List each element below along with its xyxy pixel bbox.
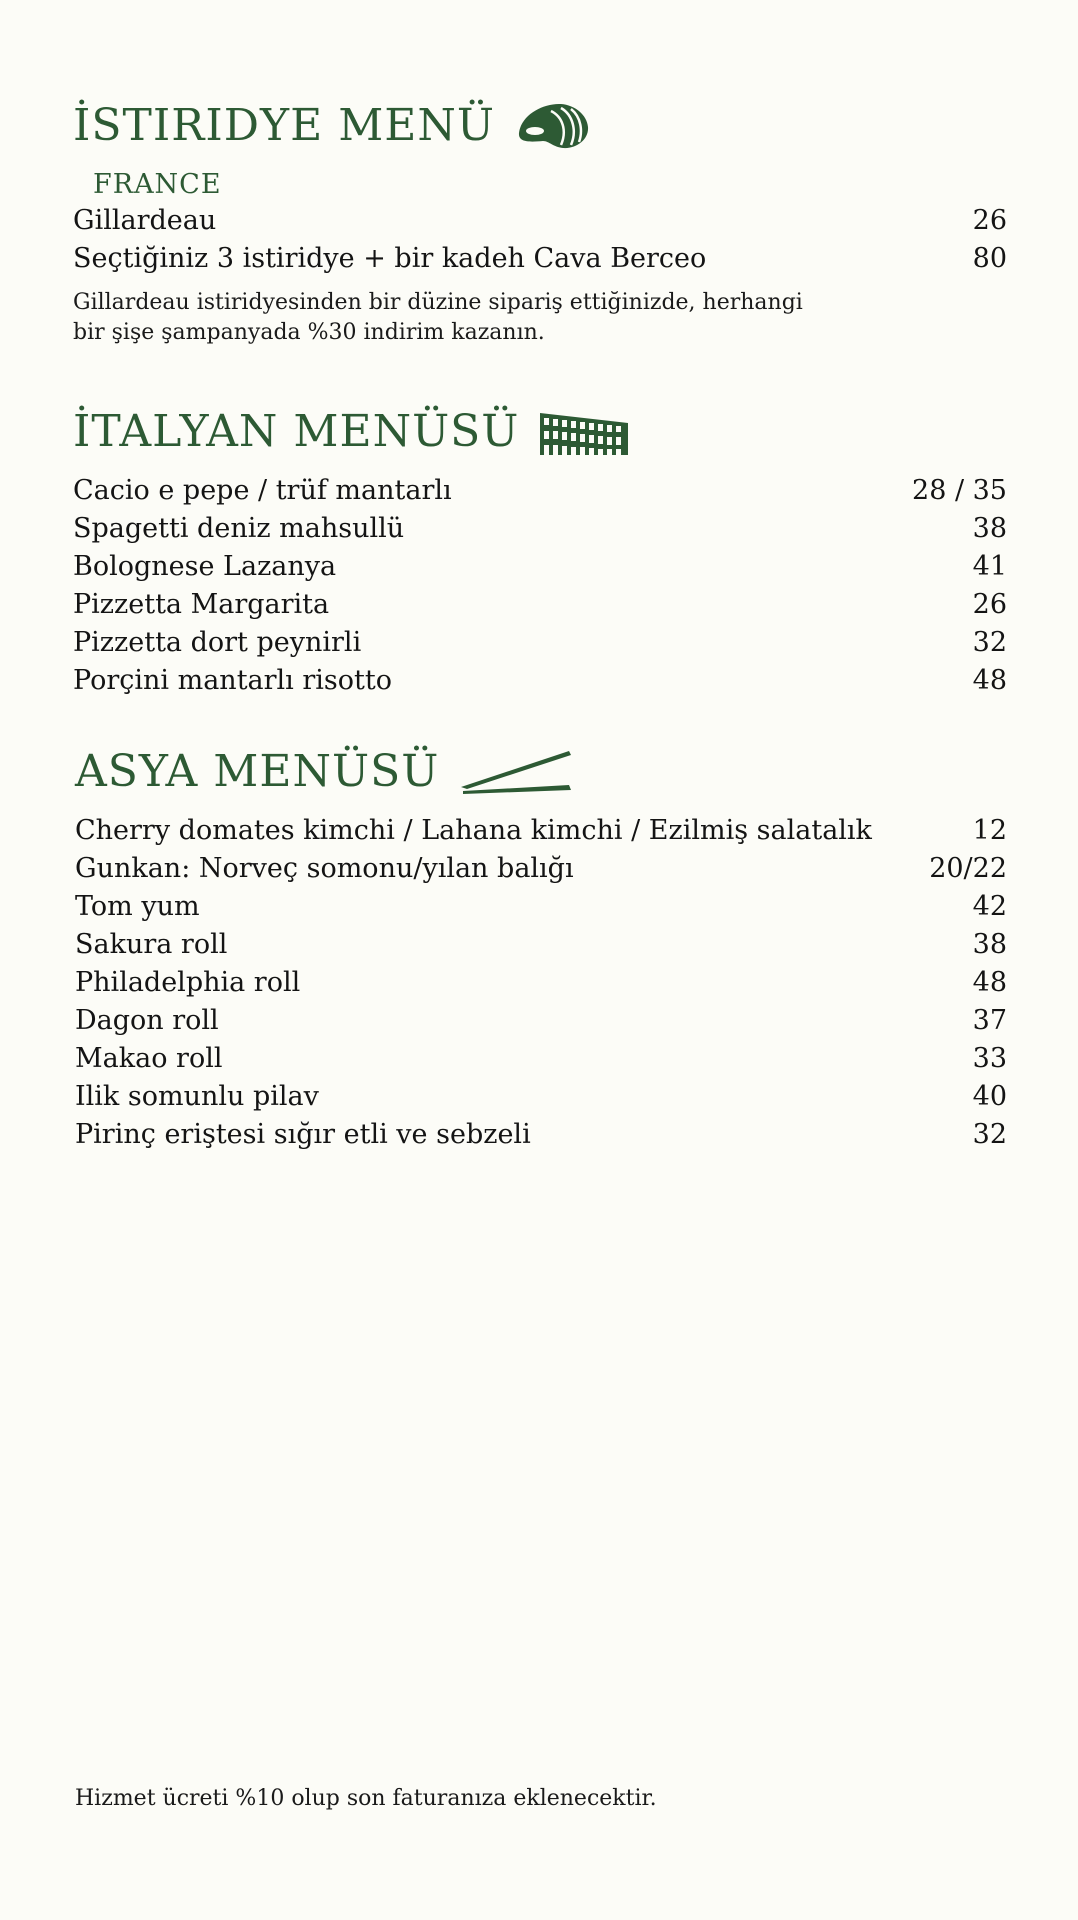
item-name: Pizzetta Margarita bbox=[73, 589, 330, 620]
asian-menu-heading bbox=[75, 744, 1007, 800]
oyster-shell-icon bbox=[515, 101, 591, 151]
item-price: 26 bbox=[972, 205, 1007, 236]
menu-item bbox=[73, 240, 1007, 278]
menu-item bbox=[75, 1116, 1007, 1154]
item-name: Dagon roll bbox=[75, 1005, 219, 1036]
oyster-menu-section bbox=[73, 98, 1007, 348]
item-name: Makao roll bbox=[75, 1043, 223, 1074]
item-price: 38 bbox=[972, 513, 1007, 544]
menu-item bbox=[75, 964, 1007, 1002]
item-name: Bolognese Lazanya bbox=[73, 551, 337, 582]
item-name: Pizzetta dort peynirli bbox=[73, 627, 362, 658]
menu-item bbox=[73, 510, 1007, 548]
italian-menu-heading bbox=[73, 404, 1007, 460]
item-price: 26 bbox=[972, 589, 1007, 620]
item-name: Spagetti deniz mahsullü bbox=[73, 513, 405, 544]
item-price: 33 bbox=[972, 1043, 1007, 1074]
menu-item bbox=[75, 1040, 1007, 1078]
item-price: 37 bbox=[972, 1005, 1007, 1036]
item-price: 40 bbox=[972, 1081, 1007, 1112]
item-price: 28 / 35 bbox=[912, 475, 1007, 506]
chopsticks-icon bbox=[459, 749, 575, 795]
item-name: Tom yum bbox=[75, 891, 200, 922]
section-title: İTALYAN MENÜSÜ bbox=[73, 406, 520, 457]
menu-item bbox=[73, 624, 1007, 662]
item-name: Cacio e pepe / trüf mantarlı bbox=[73, 475, 452, 506]
item-price: 32 bbox=[972, 627, 1007, 658]
item-name: Cherry domates kimchi / Lahana kimchi / Ezilmiş salatalık bbox=[75, 815, 872, 846]
promo-note: Gillardeau istiridyesinden bir düzine sipariş ettiğinizde, herhangi bir şişe şampanyada %30 indirim kazanın. bbox=[73, 290, 803, 345]
item-name: Gunkan: Norveç somonu/yılan balığı bbox=[75, 853, 574, 884]
menu-item bbox=[75, 888, 1007, 926]
asian-menu-section bbox=[75, 744, 1007, 1154]
menu-item bbox=[73, 548, 1007, 586]
menu-item bbox=[75, 850, 1007, 888]
service-charge-note: Hizmet ücreti %10 olup son faturanıza eklenecektir. bbox=[75, 1786, 657, 1811]
item-name: Philadelphia roll bbox=[75, 967, 301, 998]
item-price: 80 bbox=[972, 243, 1007, 274]
menu-item bbox=[75, 926, 1007, 964]
item-price: 41 bbox=[972, 551, 1007, 582]
item-price: 48 bbox=[972, 665, 1007, 696]
menu-item bbox=[73, 662, 1007, 700]
menu-item bbox=[75, 812, 1007, 850]
menu-item bbox=[75, 1002, 1007, 1040]
item-price: 42 bbox=[972, 891, 1007, 922]
item-price: 38 bbox=[972, 929, 1007, 960]
item-name: Seçtiğiniz 3 istiridye + bir kadeh Cava Berceo bbox=[73, 243, 707, 274]
colosseum-icon bbox=[539, 409, 629, 455]
item-price: 32 bbox=[972, 1119, 1007, 1150]
item-price: 48 bbox=[972, 967, 1007, 998]
section-title: İSTIRIDYE MENÜ bbox=[73, 100, 495, 151]
item-name: Pirinç eriştesi sığır etli ve sebzeli bbox=[75, 1119, 531, 1150]
menu-item bbox=[73, 472, 1007, 510]
menu-item bbox=[75, 1078, 1007, 1116]
item-price: 12 bbox=[972, 815, 1007, 846]
item-price: 20/22 bbox=[929, 853, 1007, 884]
item-name: Gillardeau bbox=[73, 205, 217, 236]
menu-item bbox=[73, 586, 1007, 624]
section-title: ASYA MENÜSÜ bbox=[75, 746, 440, 797]
menu-item bbox=[73, 202, 1007, 240]
oyster-menu-heading bbox=[73, 98, 1007, 154]
item-name: Sakura roll bbox=[75, 929, 228, 960]
italian-menu-section bbox=[73, 404, 1007, 700]
origin-subheading: FRANCE bbox=[93, 169, 222, 200]
item-name: Porçini mantarlı risotto bbox=[73, 665, 393, 696]
item-name: Ilik somunlu pilav bbox=[75, 1081, 319, 1112]
